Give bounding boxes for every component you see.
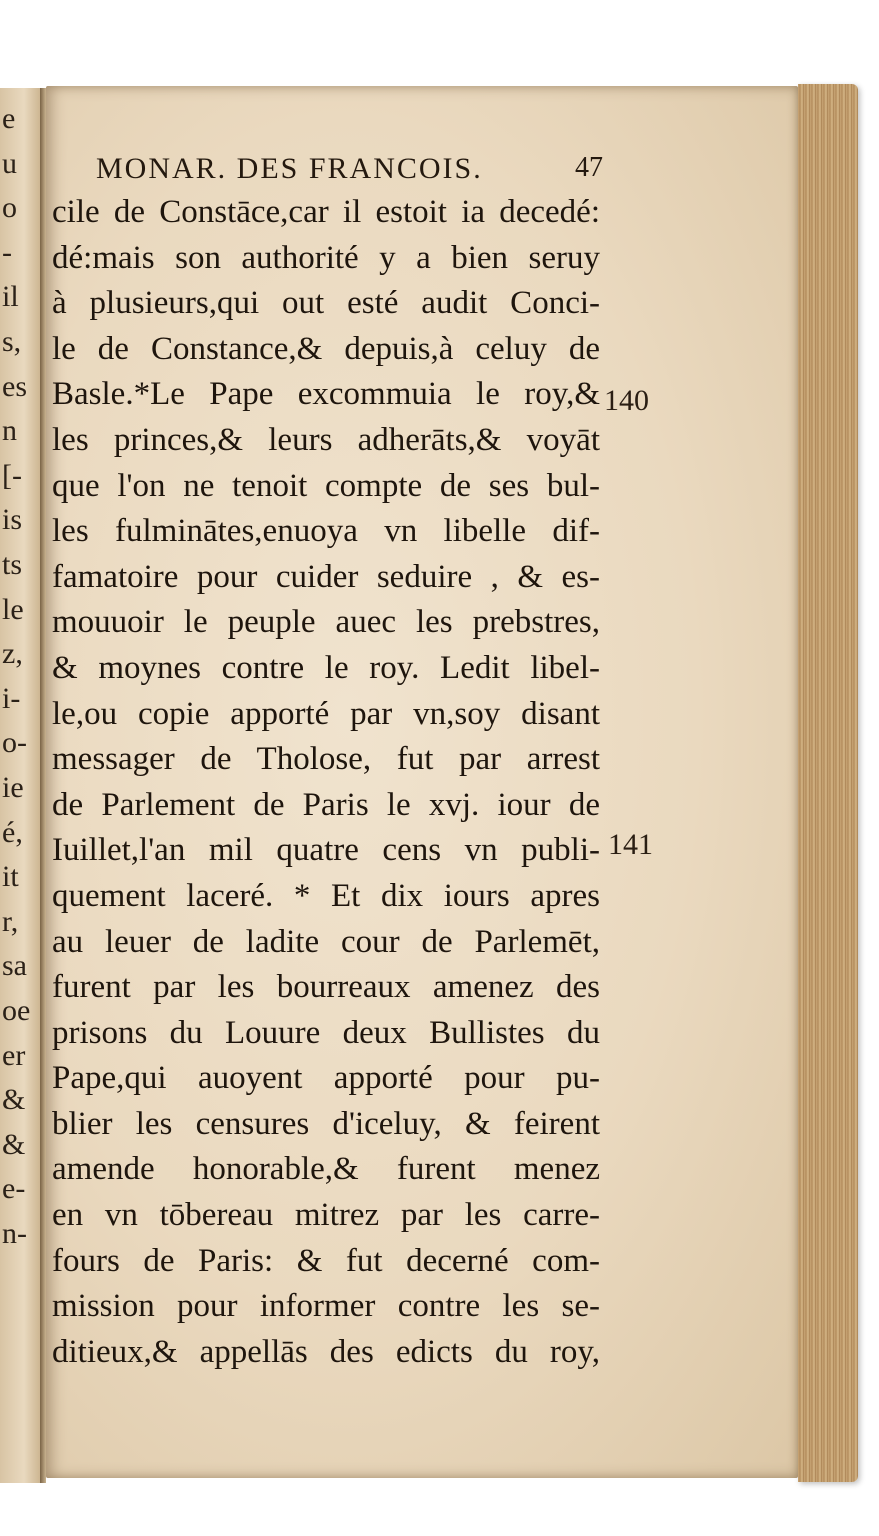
left-page-fragment: & xyxy=(2,1083,26,1117)
text-line: Basle.*Le Pape excommuia le roy,& xyxy=(52,376,600,413)
text-line: le,ou copie apporté par vn,soy disant xyxy=(52,695,600,732)
left-page-fragment: é, xyxy=(2,815,23,849)
text-line: famatoire pour cuider seduire , & es- xyxy=(52,558,600,595)
body-text xyxy=(52,190,600,1375)
text-line: les princes,& leurs adherāts,& voyāt xyxy=(52,421,600,458)
text-line: & moynes contre le roy. Ledit libel- xyxy=(52,649,600,686)
text-line: cile de Constāce,car il estoit ia decedé: xyxy=(52,194,600,230)
left-page-fragment: e- xyxy=(2,1172,26,1206)
left-page-fragment: it xyxy=(2,860,19,894)
text-line: mouuoir le peuple auec les prebstres, xyxy=(52,604,600,641)
text-line: quement laceré. * Et dix iours apres xyxy=(52,877,600,914)
text-line: à plusieurs,qui out esté audit Conci- xyxy=(52,285,600,322)
left-page-fragment: il xyxy=(2,280,19,314)
left-page-fragment: n xyxy=(2,414,17,448)
left-page-fragment: is xyxy=(2,503,23,537)
left-facing-page xyxy=(0,88,42,1483)
text-line: Iuillet,l'an mil quatre cens vn publi- xyxy=(52,832,600,869)
text-line: amende honorable,& furent menez xyxy=(52,1151,600,1188)
margin-note-140: 140 xyxy=(604,384,649,417)
page-edges xyxy=(798,84,858,1482)
text-line: messager de Tholose, fut par arrest xyxy=(52,741,600,778)
left-page-fragment: i- xyxy=(2,681,21,715)
left-page-fragment: z, xyxy=(2,637,23,671)
left-page-fragment: oe xyxy=(2,994,31,1027)
text-line: dé:mais son authorité y a bien seruy xyxy=(52,239,600,276)
left-page-fragment: ie xyxy=(2,771,24,804)
margin-note-141: 141 xyxy=(608,828,653,861)
running-head: MONAR. DES FRANCOIS. xyxy=(96,152,483,185)
left-page-fragment: o- xyxy=(2,726,27,760)
left-page-fragment: sa xyxy=(2,949,27,983)
text-line: que l'on ne tenoit compte de ses bul- xyxy=(52,467,600,504)
text-line: prisons du Louure deux Bullistes du xyxy=(52,1014,600,1051)
text-line: ditieux,& appellās des edicts du roy, xyxy=(52,1333,600,1370)
page-number: 47 xyxy=(575,152,603,183)
text-line: au leuer de ladite cour de Parlemēt, xyxy=(52,923,600,960)
text-line: les fulminātes,enuoya vn libelle dif- xyxy=(52,513,600,550)
left-page-fragment: s, xyxy=(2,325,22,358)
text-line: Pape,qui auoyent apporté pour pu- xyxy=(52,1060,600,1097)
left-page-fragment: r, xyxy=(2,904,19,938)
text-line: fours de Paris: & fut decerné com- xyxy=(52,1242,600,1279)
text-line: furent par les bourreaux amenez des xyxy=(52,969,600,1006)
text-line: le de Constance,& depuis,à celuy de xyxy=(52,330,600,367)
text-line: mission pour informer contre les se- xyxy=(52,1288,600,1325)
left-page-fragment: es xyxy=(2,369,27,403)
left-page-fragment: le xyxy=(2,592,24,626)
left-page-fragment: u xyxy=(2,146,17,180)
text-line: en vn tōbereau mitrez par les carre- xyxy=(52,1197,600,1234)
left-page-fragment: [- xyxy=(2,458,22,492)
left-page-fragment: & xyxy=(2,1127,26,1161)
text-line: de Parlement de Paris le xvj. iour de xyxy=(52,786,600,823)
left-page-fragment: e xyxy=(2,102,16,135)
text-line: blier les censures d'iceluy, & feirent xyxy=(52,1105,600,1142)
left-page-fragment: o xyxy=(2,191,17,225)
left-page-fragment: ts xyxy=(2,548,23,581)
left-page-fragment: - xyxy=(2,235,12,269)
left-page-fragment: n- xyxy=(2,1217,27,1250)
left-page-fragment: er xyxy=(2,1038,26,1072)
